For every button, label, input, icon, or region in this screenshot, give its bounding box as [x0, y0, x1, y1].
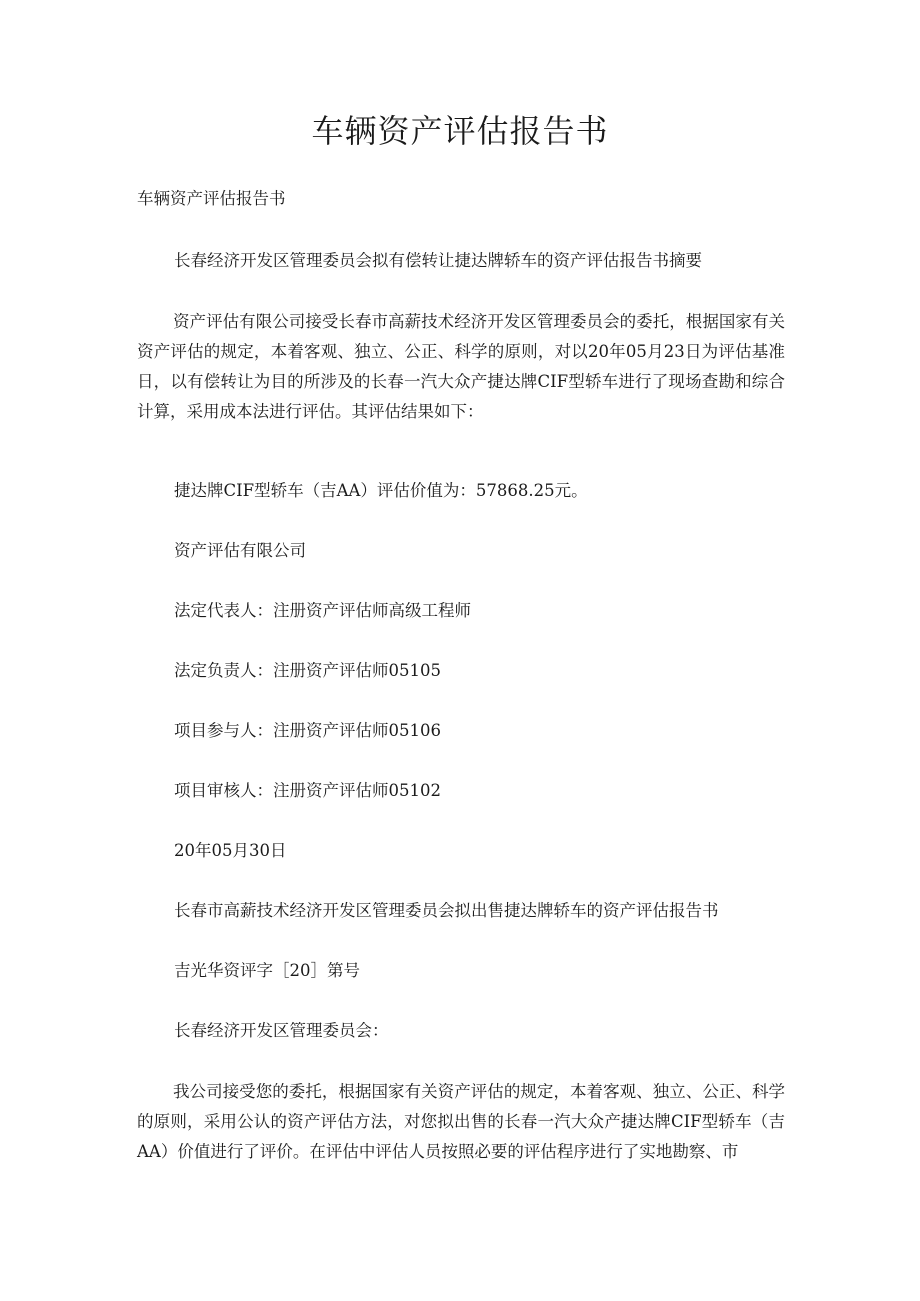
report-date: 20年05月30日: [174, 841, 287, 860]
document-subtitle: 车辆资产评估报告书: [137, 189, 286, 208]
addressee: 长春经济开发区管理委员会：: [174, 1021, 389, 1040]
project-reviewer: 项目审核人：注册资产评估师05102: [174, 781, 441, 800]
project-participant: 项目参与人：注册资产评估师05106: [174, 721, 441, 740]
valuation-result: 捷达牌CIF型轿车（吉AA）评估价值为：57868.25元。: [174, 481, 588, 500]
summary-heading: 长春经济开发区管理委员会拟有偿转让捷达牌轿车的资产评估报告书摘要: [174, 251, 702, 270]
company-name: 资产评估有限公司: [174, 541, 306, 560]
body-paragraph: 我公司接受您的委托，根据国家有关资产评估的规定，本着客观、独立、公正、科学的原则，采用公认的资产评估方法，对您拟出售的长春一汽大众产捷达牌CIF型轿车（吉AA）价值进行了评价。在评估中评估人员按照必要的评估程序进行了实地勘察、市: [137, 1082, 785, 1161]
report-heading: 长春市高薪技术经济开发区管理委员会拟出售捷达牌轿车的资产评估报告书: [174, 901, 719, 920]
document-title: 车辆资产评估报告书: [311, 112, 609, 150]
intro-paragraph: 资产评估有限公司接受长春市高薪技术经济开发区管理委员会的委托，根据国家有关资产评估的规定，本着客观、独立、公正、科学的原则，对以20年05月23日为评估基准日，以有偿转让为目的所涉及的长春一汽大众产捷达牌CIF型轿车进行了现场查勘和综合计算，采用成本法进行评估。其评估结果如下：: [137, 312, 785, 421]
document-number: 吉光华资评字［20］第号: [174, 961, 360, 980]
legal-representative: 法定代表人：注册资产评估师高级工程师: [174, 601, 471, 620]
legal-responsible: 法定负责人：注册资产评估师05105: [174, 661, 441, 680]
